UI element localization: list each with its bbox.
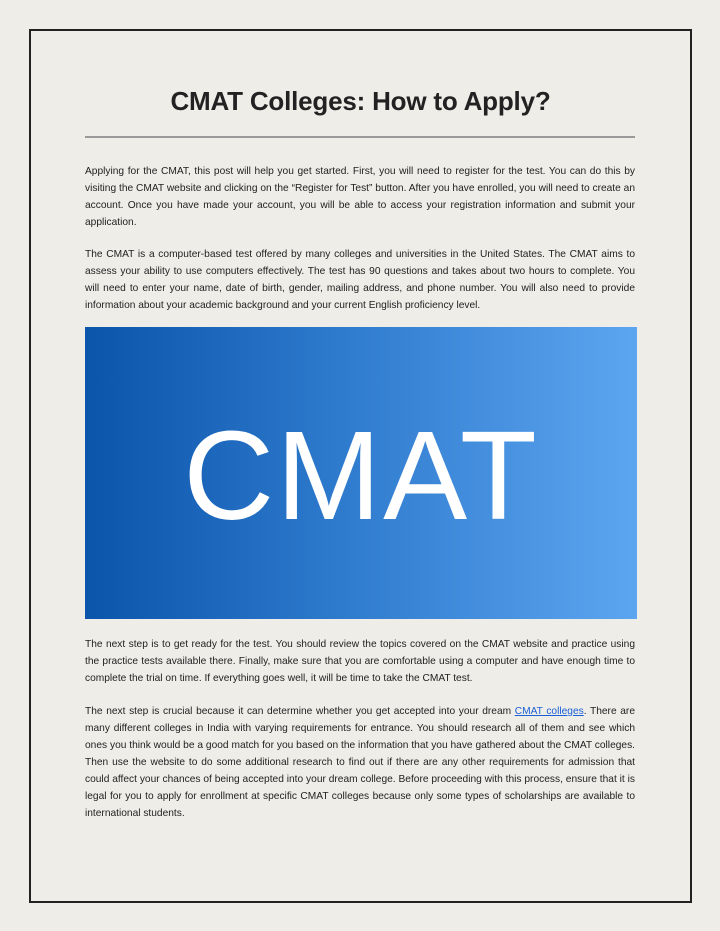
- paragraph-about-cmat: The CMAT is a computer-based test offered by many colleges and universities in the United States. The CMAT aims to assess your ability to use computers effectively. The test has 90 questions and takes about two hours to complete. You will need to enter your name, date of birth, gender, mailing address, and phone number. You will also need to provide information about your academic background and your current English proficiency level.: [85, 249, 635, 311]
- cmat-banner-image: [85, 327, 637, 619]
- paragraph-colleges-intro: The next step is crucial because it can determine whether you get accepted into your dream: [85, 706, 515, 717]
- cmat-colleges-link[interactable]: CMAT colleges: [514, 706, 584, 717]
- banner-text: CMAT: [183, 405, 539, 546]
- title-divider: [85, 136, 635, 138]
- paragraph-preparation: The next step is to get ready for the test. You should review the topics covered on the CMAT website and practice using the practice tests available there. Finally, make sure that you are comfortable using a computer and have enough time to complete the trial on time. If everything goes well, it will be time to take the CMAT test.: [85, 639, 635, 684]
- page-title: CMAT Colleges: How to Apply?: [170, 86, 551, 116]
- paragraph-colleges: [85, 703, 635, 822]
- paragraph-colleges-body: . There are many different colleges in India with varying requirements for entrance. You should research all of them and see which ones you think would be a good match for you based on the information that you have gathered about the CMAT colleges. Then use the website to do some additional research to find out if there are any other requirements for admission that could affect your chances of being accepted into your dream college. Before proceeding with this process, ensure that it is legal for you to apply for enrollment at specific CMAT colleges because only some types of scholarships are available to international students.: [85, 706, 635, 819]
- paragraph-registration: Applying for the CMAT, this post will help you get started. First, you will need to register for the test. You can do this by visiting the CMAT website and clicking on the “Register for Test” button. After you have enrolled, you will need to create an account. Once you have made your account, you will be able to access your registration information and submit your application.: [85, 166, 635, 228]
